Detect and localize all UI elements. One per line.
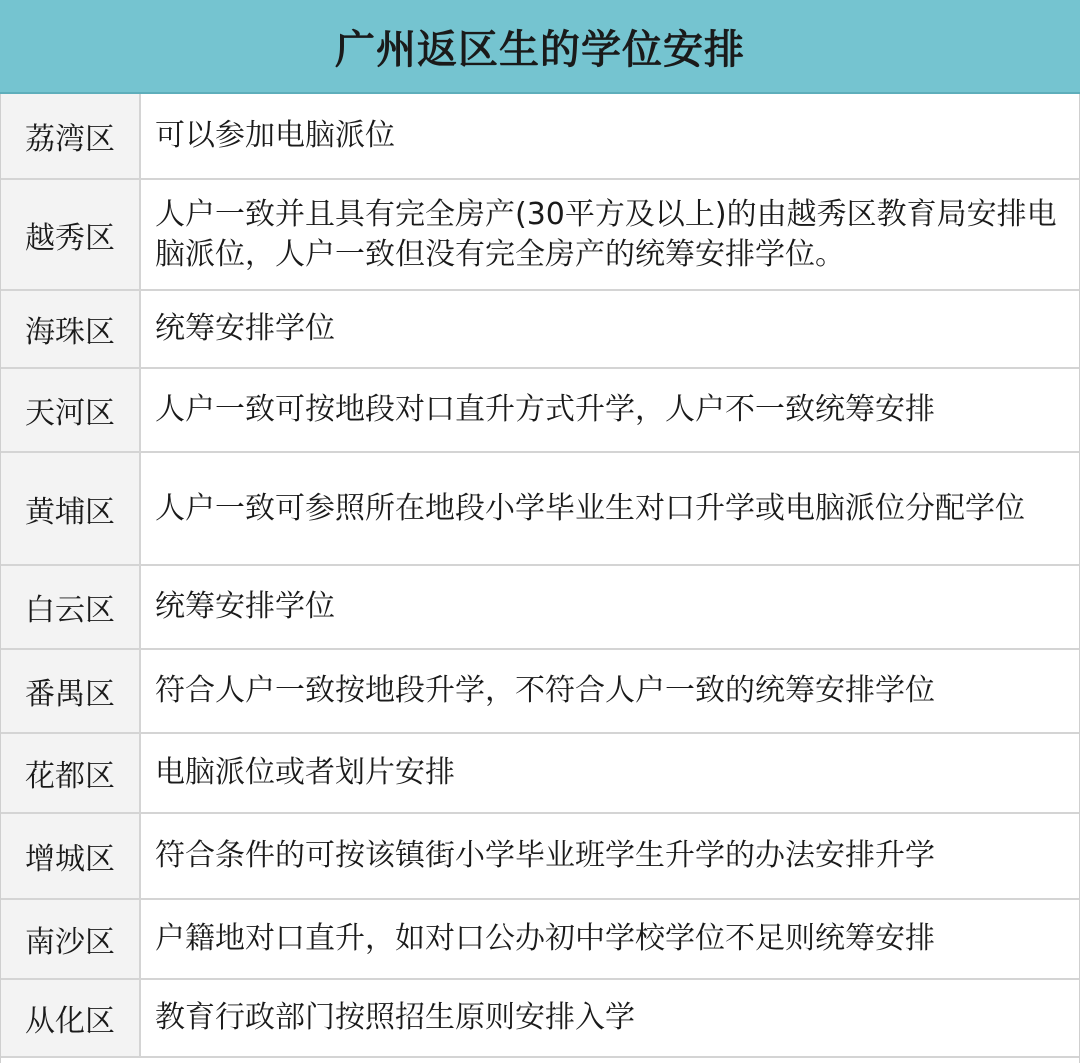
district-cell: 花都区	[1, 734, 141, 812]
table-row	[1, 291, 1079, 369]
table-row	[1, 814, 1079, 900]
policy-cell: 统筹安排学位	[155, 311, 335, 346]
table-bottom-edge	[0, 1058, 1080, 1063]
policy-cell: 统筹安排学位	[155, 589, 335, 624]
table-row	[1, 980, 1079, 1058]
table-row	[1, 566, 1079, 650]
table-row	[1, 180, 1079, 291]
district-cell: 增城区	[1, 814, 141, 898]
policy-cell: 人户一致可按地段对口直升方式升学，人户不一致统筹安排	[155, 392, 935, 427]
table-row	[1, 900, 1079, 980]
table-row	[1, 94, 1079, 180]
page-title: 广州返区生的学位安排	[335, 26, 745, 73]
policy-cell: 人户一致并且具有完全房产(30平方及以上)的由越秀区教育局安排电脑派位，人户一致但没有完全房产的统筹安排学位。	[155, 196, 1057, 272]
policy-cell: 符合人户一致按地段升学，不符合人户一致的统筹安排学位	[155, 673, 935, 708]
policy-cell: 教育行政部门按照招生原则安排入学	[155, 1000, 635, 1035]
district-cell: 番禺区	[1, 650, 141, 732]
policy-cell: 符合条件的可按该镇街小学毕业班学生升学的办法安排升学	[155, 838, 935, 873]
table-row	[1, 734, 1079, 814]
district-cell: 白云区	[1, 566, 141, 648]
district-cell: 越秀区	[1, 180, 141, 289]
table-row	[1, 453, 1079, 566]
district-cell: 荔湾区	[1, 94, 141, 178]
policy-cell: 电脑派位或者划片安排	[155, 755, 455, 790]
title-bar	[0, 0, 1080, 94]
policy-cell: 户籍地对口直升，如对口公办初中学校学位不足则统筹安排	[155, 921, 935, 956]
district-cell: 黄埔区	[1, 453, 141, 564]
policy-cell: 可以参加电脑派位	[155, 118, 395, 153]
table-row	[1, 650, 1079, 734]
district-cell: 天河区	[1, 369, 141, 451]
policy-table	[0, 94, 1080, 1058]
table-row	[1, 369, 1079, 453]
district-cell: 南沙区	[1, 900, 141, 978]
district-cell: 从化区	[1, 980, 141, 1056]
district-cell: 海珠区	[1, 291, 141, 367]
policy-cell: 人户一致可参照所在地段小学毕业生对口升学或电脑派位分配学位	[155, 490, 1025, 526]
